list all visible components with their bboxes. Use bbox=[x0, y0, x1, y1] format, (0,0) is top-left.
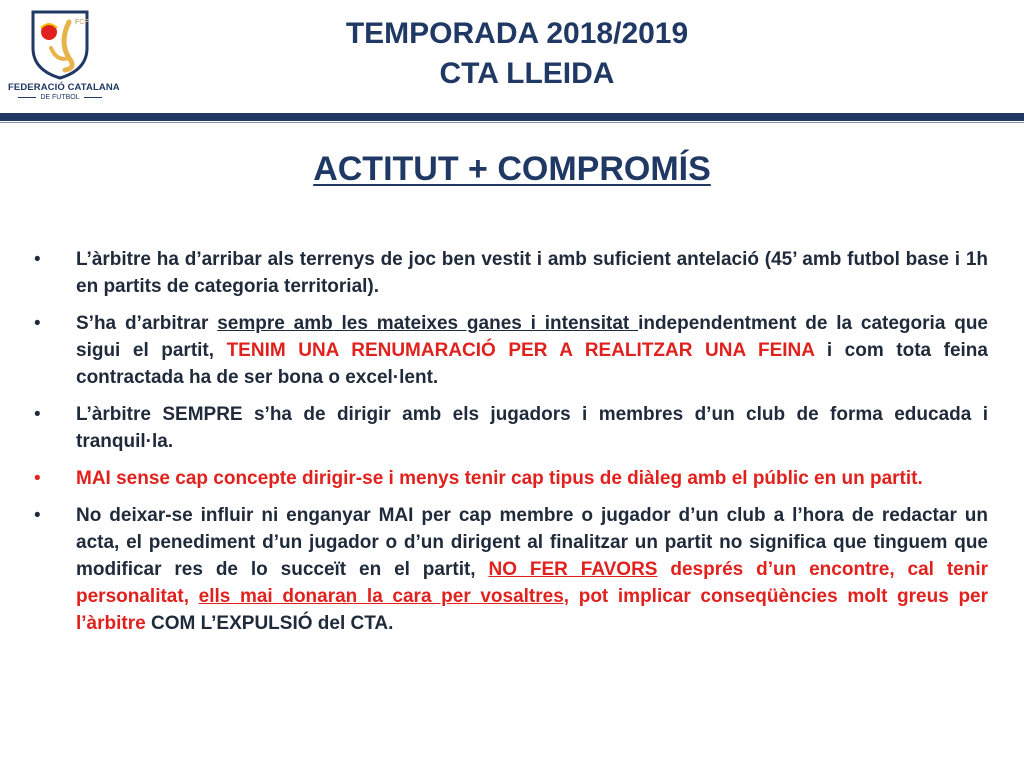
bullet-marker: • bbox=[34, 313, 41, 334]
bullet-marker: • bbox=[34, 505, 41, 526]
bullet-marker: • bbox=[34, 468, 41, 489]
bullet-marker: • bbox=[34, 404, 41, 425]
slide-title: ACTITUT + COMPROMÍS bbox=[313, 150, 711, 188]
svg-text:FCF: FCF bbox=[75, 19, 89, 26]
bullet-item-4: • MAI sense cap concepte dirigir-se i menys tenir cap tipus de diàleg amb el públic en un partit. bbox=[30, 465, 988, 492]
bullet-item-1: • L’àrbitre ha d’arribar als terrenys de joc ben vestit i amb suficient antelació (45’ amb futbol base i 1h en partits de categoria territorial). bbox=[30, 246, 988, 300]
bullet-item-5: • No deixar-se influir ni enganyar MAI per cap membre o jugador d’un club a l’hora de redactar un acta, el penediment d’un jugador o d’un dirigent al finalitzar un partit no significa que tinguem que modificar res de lo succeït en el partit, NO FER FAVORS després d’un encontre, cal tenir personalitat, ells mai donaran la cara per vosaltres, pot implicar conseqüències molt greus per l’àrbitre COM L’EXPULSIÓ del CTA. bbox=[30, 502, 988, 637]
bullet-item-2: • S’ha d’arbitrar sempre amb les mateixes ganes i intensitat independentment de la categoria que sigui el partit, TENIM UNA RENUMARACIÓ PER A REALITZAR UNA FEINA i com tota feina contractada ha de ser bona o excel·lent. bbox=[30, 310, 988, 391]
logo-name: FEDERACIÓ CATALANA bbox=[8, 82, 120, 93]
header-season: TEMPORADA 2018/2019 bbox=[345, 17, 689, 50]
bullet-list bbox=[30, 246, 988, 647]
header-title bbox=[0, 14, 1024, 94]
logo-sub: DE FUTBOL bbox=[8, 94, 112, 101]
header-org: CTA LLEIDA bbox=[439, 57, 615, 90]
bullet-marker: • bbox=[34, 249, 41, 270]
header-divider bbox=[0, 112, 1024, 124]
bullet-item-3: • L’àrbitre SEMPRE s’ha de dirigir amb els jugadors i membres d’un club de forma educada i tranquil·la. bbox=[30, 401, 988, 455]
